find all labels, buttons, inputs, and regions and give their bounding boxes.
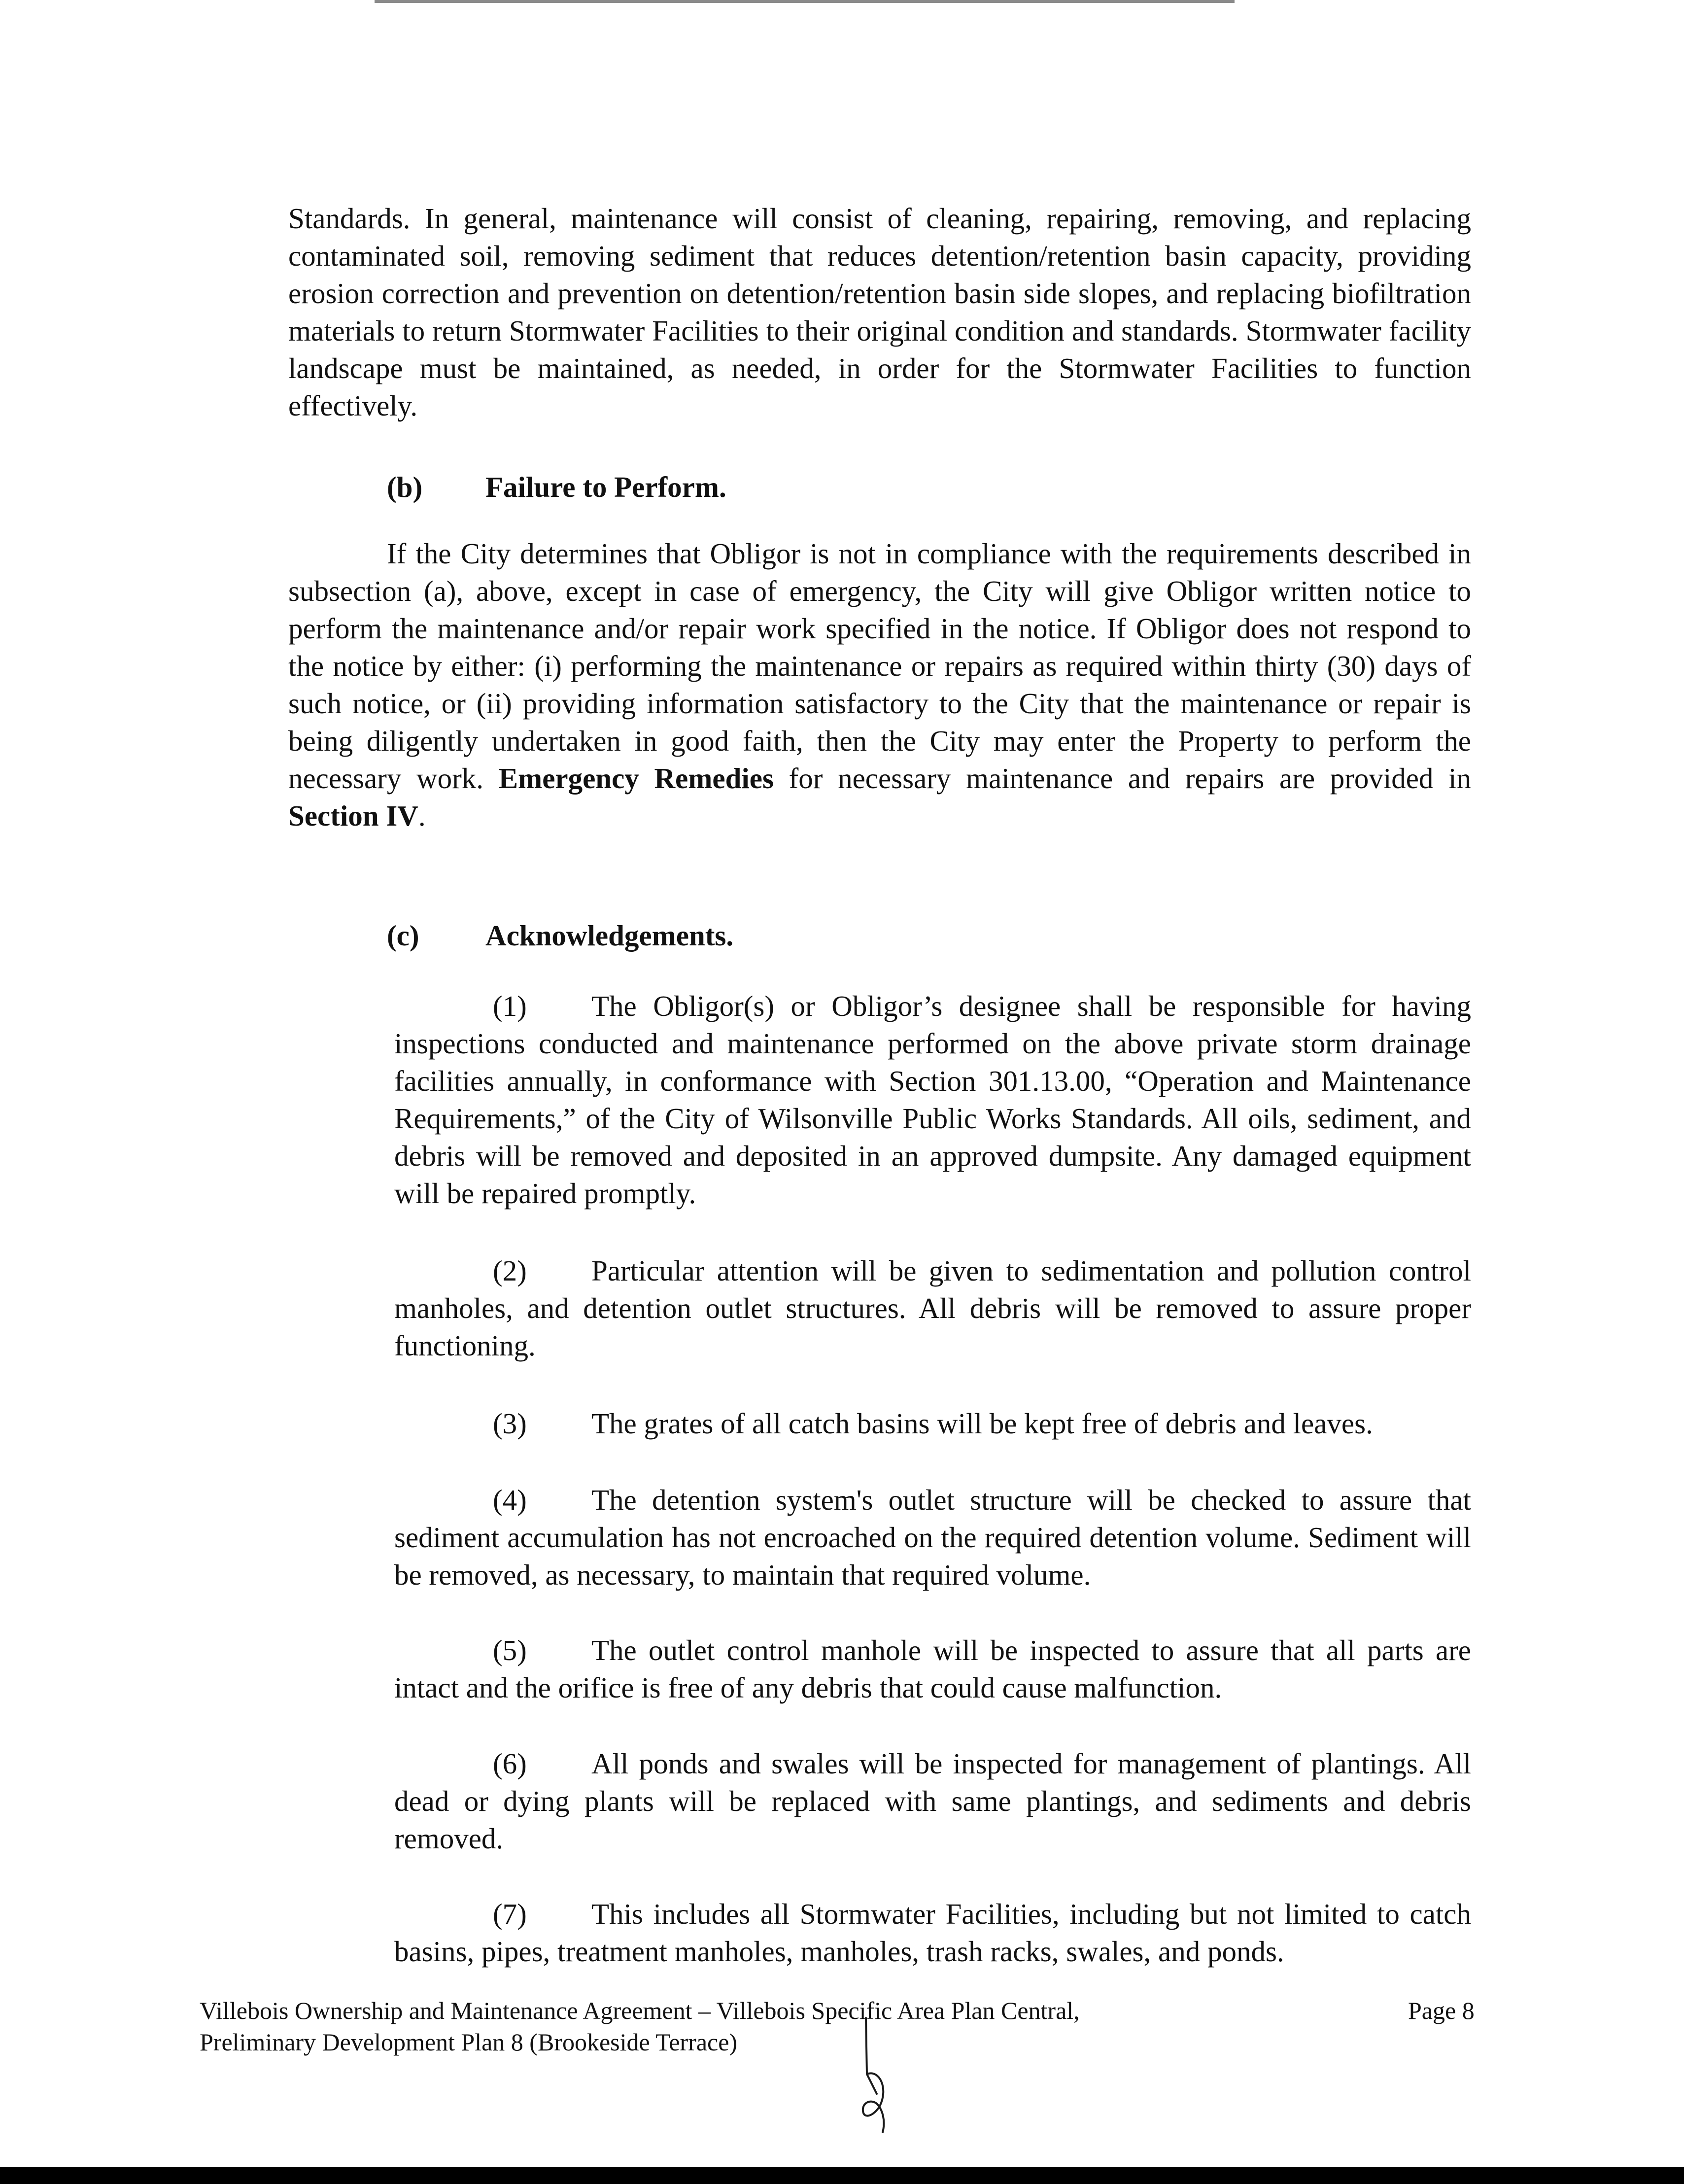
acknowledgement-item-5 [394, 1631, 1471, 1706]
section-b-paragraph [288, 535, 1471, 834]
item-text: The Obligor(s) or Obligor’s designee shall be responsible for having inspections conducted and maintenance performed on the above private storm drainage facilities annually, in conformance with Section 301.13.00, “Operation and Maintenance Requirements,” of the City of Wilsonville Public Works Standards. All oils, sediment, and debris will be removed and deposited in an approved dumpsite. Any damaged equipment will be repaired promptly. [394, 990, 1471, 1210]
section-b-text-part2: for necessary maintenance and repairs are provided in [789, 762, 1471, 795]
item-number: (7) [493, 1898, 527, 1930]
item-number: (5) [493, 1634, 527, 1666]
item-text: The outlet control manhole will be inspected to assure that all parts are intact and the orifice is free of any debris that could cause malfunction. [394, 1634, 1471, 1704]
footer-line-2: Preliminary Development Plan 8 (Brookeside Terrace) [200, 2028, 738, 2056]
section-c-title: Acknowledgements. [485, 919, 734, 952]
item-number: (4) [493, 1484, 527, 1516]
section-c-label: (c) [387, 919, 419, 952]
item-number: (6) [493, 1747, 527, 1780]
item-text: This includes all Stormwater Facilities, including but not limited to catch basins, pipes, treatment manholes, manholes, trash racks, swales, and ponds. [394, 1898, 1471, 1968]
item-number: (3) [493, 1407, 527, 1440]
scan-edge-line [375, 0, 1235, 3]
acknowledgement-item-4 [394, 1481, 1471, 1594]
continuation-paragraph: Standards. In general, maintenance will consist of cleaning, repairing, removing, and replacing contaminated soil, removing sediment that reduces detention/retention basin capacity, providing erosion correction and prevention on detention/retention basin side slopes, and replacing biofiltration materials to return Stormwater Facilities to their original condition and standards. Stormwater facility landscape must be maintained, as needed, in order for the Stormwater Facilities to function effectively. [288, 202, 1471, 422]
footer-line-1: Villebois Ownership and Maintenance Agreement – Villebois Specific Area Plan Central, [200, 1997, 1080, 2024]
section-b-label: (b) [387, 471, 423, 503]
item-text: The grates of all catch basins will be kept free of debris and leaves. [591, 1407, 1373, 1440]
section-c-heading [387, 917, 733, 954]
initials-signature [860, 2015, 890, 2138]
emergency-remedies-ref: Emergency Remedies [498, 762, 774, 795]
section-iv-ref: Section IV [288, 799, 418, 832]
acknowledgement-item-1 [394, 987, 1471, 1212]
section-b-heading [387, 468, 726, 506]
item-text: The detention system's outlet structure will be checked to assure that sediment accumulation has not encroached on the required detention volume. Sediment will be removed, as necessary, to maintain that required volume. [394, 1484, 1471, 1591]
section-b-title: Failure to Perform. [485, 471, 726, 503]
footer-title [200, 1995, 1080, 2058]
item-number: (1) [493, 990, 527, 1022]
item-text: All ponds and swales will be inspected for management of plantings. All dead or dying plants will be replaced with same plantings, and sediments and debris removed. [394, 1747, 1471, 1855]
acknowledgement-item-7 [394, 1895, 1471, 1970]
section-b-text-end: . [418, 799, 426, 832]
acknowledgement-item-2 [394, 1252, 1471, 1364]
acknowledgement-item-6 [394, 1745, 1471, 1857]
item-number: (2) [493, 1254, 527, 1287]
item-text: Particular attention will be given to sedimentation and pollution control manholes, and detention outlet structures. All debris will be removed to assure proper functioning. [394, 1254, 1471, 1362]
acknowledgement-item-3 [394, 1405, 1471, 1442]
section-b-text-part1: If the City determines that Obligor is not in compliance with the requirements described in subsection (a), above, except in case of emergency, the City will give Obligor written notice to perform the maintenance and/or repair work specified in the notice. If Obligor does not respond to the notice by either: (i) performing the maintenance or repairs as required within thirty (30) days of such notice, or (ii) providing information satisfactory to the City that the maintenance or repair is being diligently undertaken in good faith, then the City may enter the Property to perform the necessary work. [288, 537, 1471, 795]
scan-bottom-border [0, 2167, 1684, 2184]
page-number: Page 8 [1408, 1997, 1475, 2024]
